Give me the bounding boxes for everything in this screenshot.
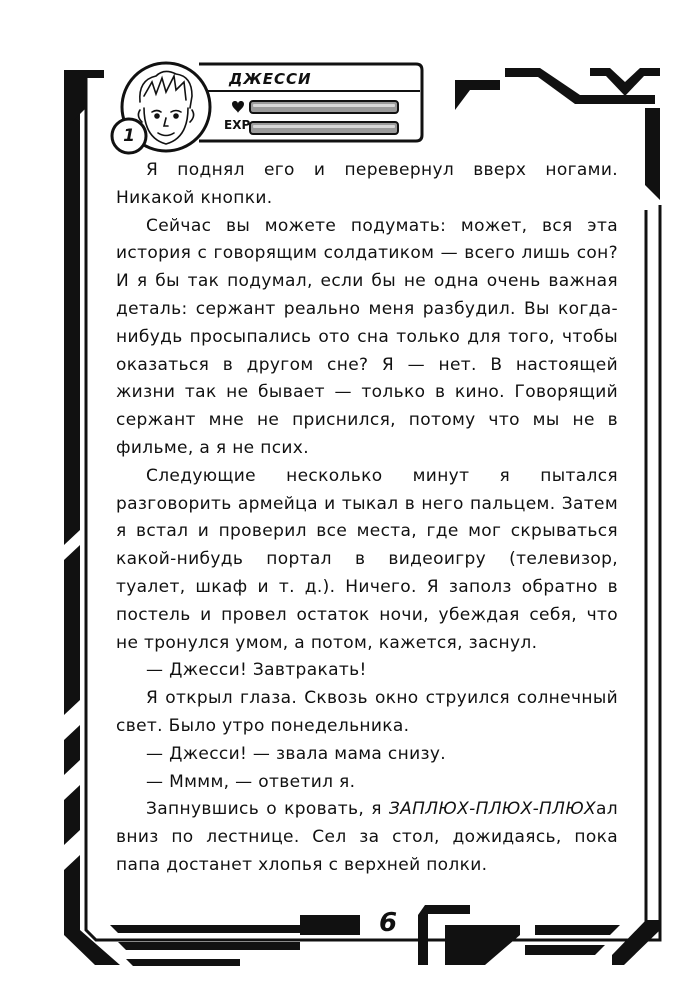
frame-bottom-left-block <box>300 915 360 935</box>
paragraph-text: Запнувшись о кровать, я <box>146 799 389 820</box>
frame-top-left-corner <box>64 70 104 130</box>
paragraph: — Джесси! Завтракать! <box>146 660 367 681</box>
body-text <box>116 157 618 880</box>
paragraph: — Мммм, — ответил я. <box>146 771 356 792</box>
frame-top-right-bracket <box>455 80 500 110</box>
paragraph: Сейчас вы можете подумать: может, вся эта история с говорящим солдатиком — всего лишь сон? И я бы так подумал, если бы не одна очень важная деталь: сержант реально меня разбудил. Вы когда-нибудь просыпались ото сна только для того, чтобы оказаться в другом сне? Я — нет. В настоящей жизни так не бывает — только в кино. Говорящий сержант мне не приснился, потому что мы не в фильме, а я не псих. <box>116 215 618 458</box>
frame-bottom-right-corner <box>612 920 660 965</box>
frame-left-ticks <box>64 725 80 845</box>
frame-left-segment-lower <box>64 545 80 715</box>
paragraph: — Джесси! — звала мама снизу. <box>146 743 447 764</box>
exp-label: EXP <box>224 118 251 132</box>
paragraph <box>116 796 618 879</box>
frame-left-bottom-corner <box>64 855 120 965</box>
paragraph-text: ал вниз по лестнице. Сел за стол, дожидаясь, пока папа достанет хлопья с верхней полки. <box>116 799 618 875</box>
level-number: 1 <box>123 126 135 146</box>
character-hud <box>104 60 424 160</box>
page-number: 6 <box>378 908 398 938</box>
paragraph: Я поднял его и перевернул вверх ногами. Никакой кнопки. <box>116 160 618 208</box>
character-name: ДЖЕССИ <box>229 70 312 88</box>
frame-right-top-segment <box>645 108 660 200</box>
frame-bottom-stripes <box>110 925 300 966</box>
paragraph: Следующие несколько минут я пытался разговорить армейца и тыкал в него пальцем. Затем я встал и проверил все места, где мог скрываться какой-нибудь портал в видеоигру (телевизор, туалет, шкаф и т. д.). Ничего. Я заполз обратно в постель и провел остаток ночи, убеждая себя, что не тронулся умом, а потом, кажется, заснул. <box>116 465 618 653</box>
paragraph: Я открыл глаза. Сквозь окно струился солнечный свет. Было утро понедельника. <box>116 688 618 736</box>
frame-top-right-zigzag <box>590 68 660 96</box>
frame-left-segment <box>64 70 80 545</box>
sound-effect-text: ЗАПЛЮХ-ПЛЮХ-ПЛЮХ <box>388 799 597 820</box>
frame-bottom-right-tab <box>445 925 520 965</box>
